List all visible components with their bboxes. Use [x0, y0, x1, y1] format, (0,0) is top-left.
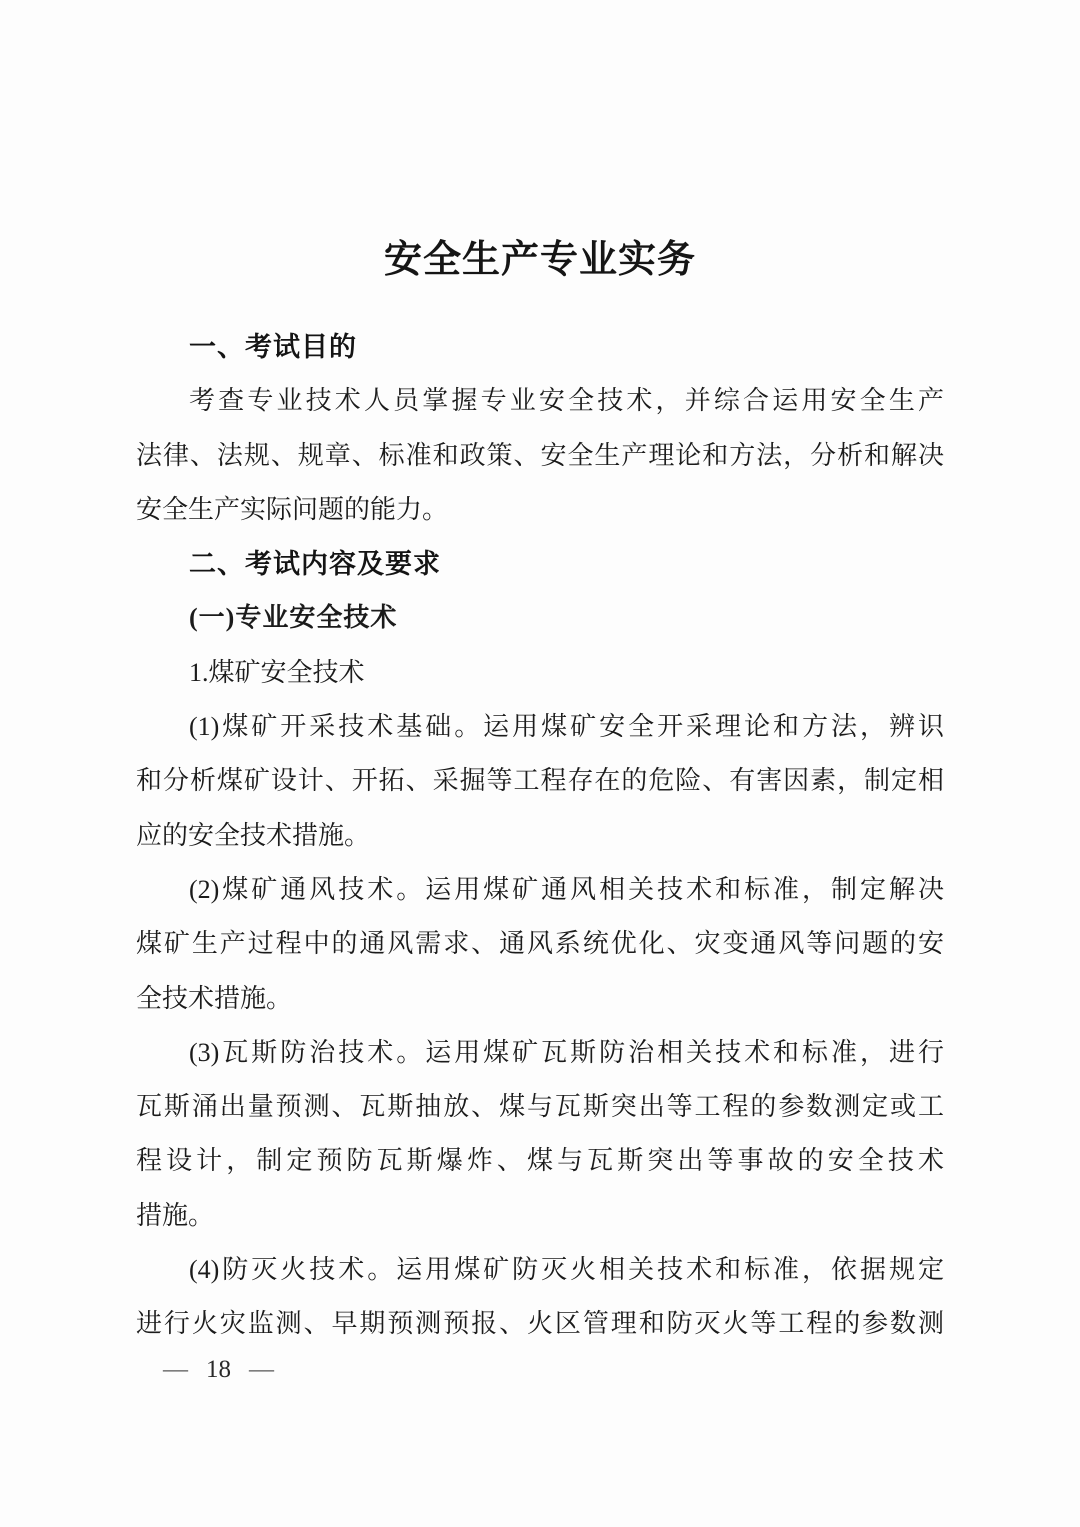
- paragraph-line: (3)瓦斯防治技术。运用煤矿瓦斯防治相关技术和标准，进行: [189, 1037, 944, 1067]
- paragraph-line: (2)煤矿通风技术。运用煤矿通风相关技术和标准，制定解决: [189, 874, 944, 904]
- paragraph-line: 法律、法规、规章、标准和政策、安全生产理论和方法，分析和解决: [136, 440, 944, 470]
- footer-right-dash: —: [249, 1356, 274, 1383]
- page-footer: [163, 1354, 274, 1386]
- paragraph-line: 程设计，制定预防瓦斯爆炸、煤与瓦斯突出等事故的安全技术: [136, 1146, 944, 1176]
- paragraph-line: 瓦斯涌出量预测、瓦斯抽放、煤与瓦斯突出等工程的参数测定或工: [136, 1092, 944, 1122]
- section-heading-exam-content: 二、考试内容及要求: [189, 549, 441, 580]
- paragraph-line: (4)防灭火技术。运用煤矿防灭火相关技术和标准，依据规定: [189, 1255, 944, 1285]
- paragraph-line: 和分析煤矿设计、开拓、采掘等工程存在的危险、有害因素，制定相: [136, 766, 944, 796]
- paragraph-line: 应的安全技术措施。: [136, 820, 371, 850]
- paragraph-line: 进行火灾监测、早期预测预报、火区管理和防灭火等工程的参数测: [136, 1309, 944, 1339]
- paragraph-line: 措施。: [136, 1200, 215, 1230]
- paragraph-line: (1)煤矿开采技术基础。运用煤矿安全开采理论和方法，辨识: [189, 712, 944, 742]
- list-item-heading: 1.煤矿安全技术: [189, 657, 365, 687]
- document-title: 安全生产专业实务: [383, 239, 696, 281]
- footer-left-dash: —: [163, 1356, 188, 1383]
- document-content: [136, 236, 944, 1352]
- paragraph-line: 煤矿生产过程中的通风需求、通风系统优化、灾变通风等问题的安: [136, 929, 944, 959]
- subsection-heading: (一)专业安全技术: [189, 603, 398, 633]
- paragraph-line: 安全生产实际问题的能力。: [136, 494, 449, 524]
- paragraph-line: 考查专业技术人员掌握专业安全技术，并综合运用安全生产: [189, 386, 944, 416]
- paragraph-line: 全技术措施。: [136, 983, 293, 1013]
- page-number: 18: [206, 1356, 231, 1383]
- section-heading-exam-purpose: 一、考试目的: [189, 332, 357, 362]
